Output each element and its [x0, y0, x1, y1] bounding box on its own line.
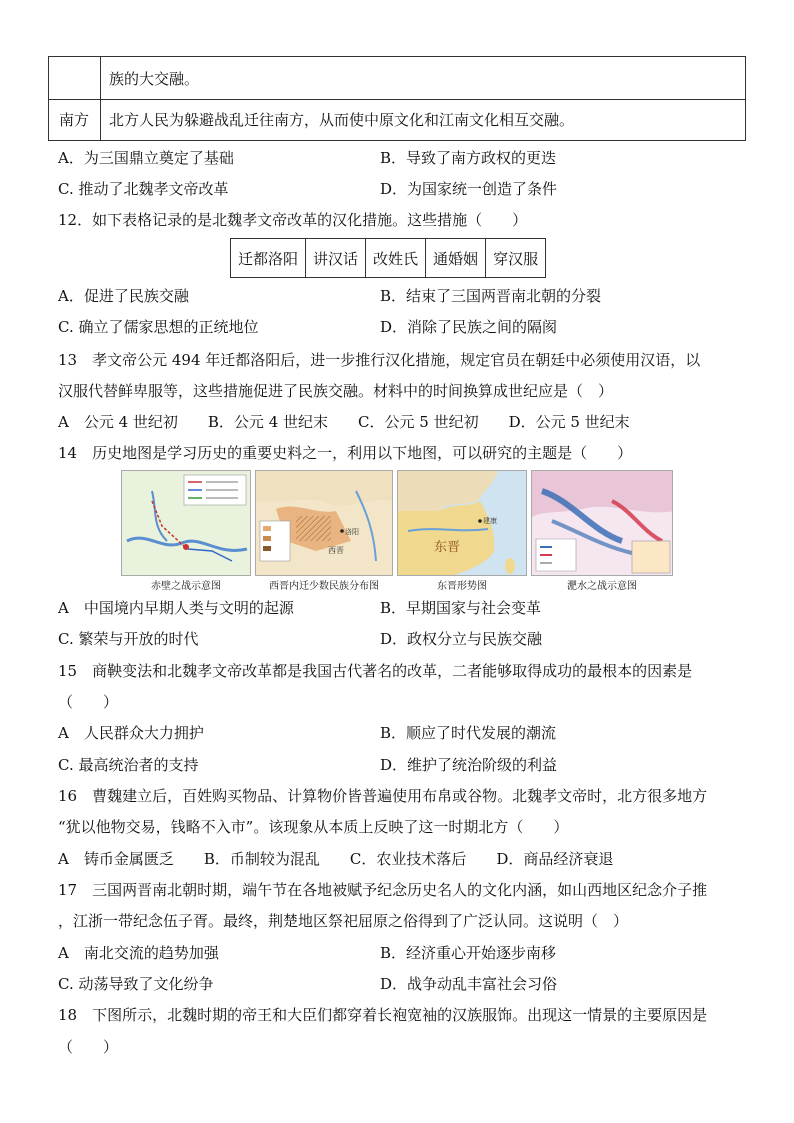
table-cell-label: 南方 — [59, 111, 90, 129]
map-label-dongjin: 东晋 — [434, 540, 461, 555]
option-b: B．顺应了时代发展的潮流 — [380, 724, 557, 742]
option-b: B．结束了三国两晋南北朝的分裂 — [380, 287, 602, 305]
option-c: C. 动荡导致了文化纷争 — [58, 975, 214, 993]
option-d: D．政权分立与民族交融 — [380, 630, 543, 648]
option-d: D．维护了统治阶级的利益 — [380, 756, 558, 774]
map-chibi — [121, 470, 251, 576]
map-caption: 西晋内迁少数民族分布图 — [269, 581, 379, 592]
measure-cell: 穿汉服 — [493, 249, 539, 268]
question-stem-cont: 汉服代替鲜卑服等，这些措施促进了民族交融。材料中的时间换算成世纪应是（ ） — [58, 382, 614, 400]
option-b: B．经济重心开始逐步南移 — [380, 944, 557, 962]
map-label-jiankang: 建康 — [483, 517, 497, 525]
map-label-luoyang: 洛阳 — [345, 528, 359, 536]
map-caption: 赤壁之战示意图 — [151, 581, 221, 592]
option-c: C. 繁荣与开放的时代 — [58, 630, 199, 648]
option-c: C. 最高统治者的支持 — [58, 756, 199, 774]
map-xijin — [255, 470, 393, 576]
option-a: A 南北交流的趋势加强 — [58, 944, 219, 962]
question-stem: 13 孝文帝公元 494 年迁都洛阳后，进一步推行汉化措施，规定官员在朝廷中必须使用汉语，以 — [58, 351, 701, 369]
question-stem-cont: ，江浙一带纪念伍子胥。最终，荆楚地区祭祀屈原之俗得到了广泛认同。这说明（ ） — [58, 912, 629, 930]
question-stem: 14 历史地图是学习历史的重要史料之一，利用以下地图，可以研究的主题是（ ） — [58, 444, 633, 462]
measure-cell: 通婚姻 — [426, 239, 486, 277]
question-stem: 12．如下表格记录的是北魏孝文帝改革的汉化措施。这些措施（ ） — [58, 211, 528, 229]
question-stem-cont: （ ） — [58, 1038, 119, 1056]
option-b: B．导致了南方政权的更迭 — [380, 149, 557, 167]
option-a: A 人民群众大力拥护 — [58, 724, 204, 742]
map-label-xijin: 西晋 — [328, 546, 344, 555]
table-cell: 族的大交融。 — [109, 70, 200, 88]
option-d: D．战争动乱丰富社会习俗 — [380, 975, 558, 993]
question-stem-cont: “犹以他物交易，钱略不入市”。该现象从本质上反映了这一时期北方（ ） — [58, 818, 569, 836]
options-row: A 公元 4 世纪初 B．公元 4 世纪末 C．公元 5 世纪初 D．公元 5 世纪末 — [58, 413, 630, 431]
option-d: D．消除了民族之间的隔阂 — [380, 318, 558, 336]
question-stem: 17 三国两晋南北朝时期，端午节在各地被赋予纪念历史名人的文化内涵，如山西地区纪念介子推 — [58, 881, 708, 899]
measure-cell: 迁都洛阳 — [231, 239, 306, 277]
options-row: A 铸币金属匮乏 B．币制较为混乱 C．农业技术落后 D．商品经济衰退 — [58, 850, 614, 868]
option-a: A．促进了民族交融 — [58, 287, 189, 305]
question-stem-cont: （ ） — [58, 693, 119, 711]
table-divider — [100, 57, 101, 140]
map-caption: 东晋形势图 — [437, 581, 487, 592]
question-stem: 16 曹魏建立后，百姓购买物品、计算物价皆普遍使用布帛或谷物。北魏孝文帝时，北方很多地方 — [58, 787, 708, 805]
measures-table — [230, 238, 546, 278]
option-c: C. 确立了儒家思想的正统地位 — [58, 318, 259, 336]
question-stem: 15 商鞅变法和北魏孝文帝改革都是我国古代著名的改革，二者能够取得成功的最根本的因素是 — [58, 662, 693, 680]
map-feishui — [531, 470, 673, 576]
question-stem: 18 下图所示，北魏时期的帝王和大臣们都穿着长袍宽袖的汉族服饰。出现这一情景的主要原因是 — [58, 1006, 708, 1024]
map-caption: 淝水之战示意图 — [567, 581, 637, 592]
map-dongjin — [397, 470, 527, 576]
table-divider — [49, 99, 745, 100]
option-a: A．为三国鼎立奠定了基础 — [58, 149, 234, 167]
measure-cell: 改姓氏 — [366, 239, 426, 277]
table-cell: 北方人民为躲避战乱迁往南方，从而使中原文化和江南文化相互交融。 — [109, 111, 575, 129]
option-d: D．为国家统一创造了条件 — [380, 180, 558, 198]
option-b: B．早期国家与社会变革 — [380, 599, 542, 617]
history-maps — [121, 470, 673, 592]
option-a: A 中国境内早期人类与文明的起源 — [58, 599, 294, 617]
option-c: C. 推动了北魏孝文帝改革 — [58, 180, 229, 198]
measure-cell: 讲汉话 — [306, 239, 366, 277]
top-table — [48, 56, 746, 141]
